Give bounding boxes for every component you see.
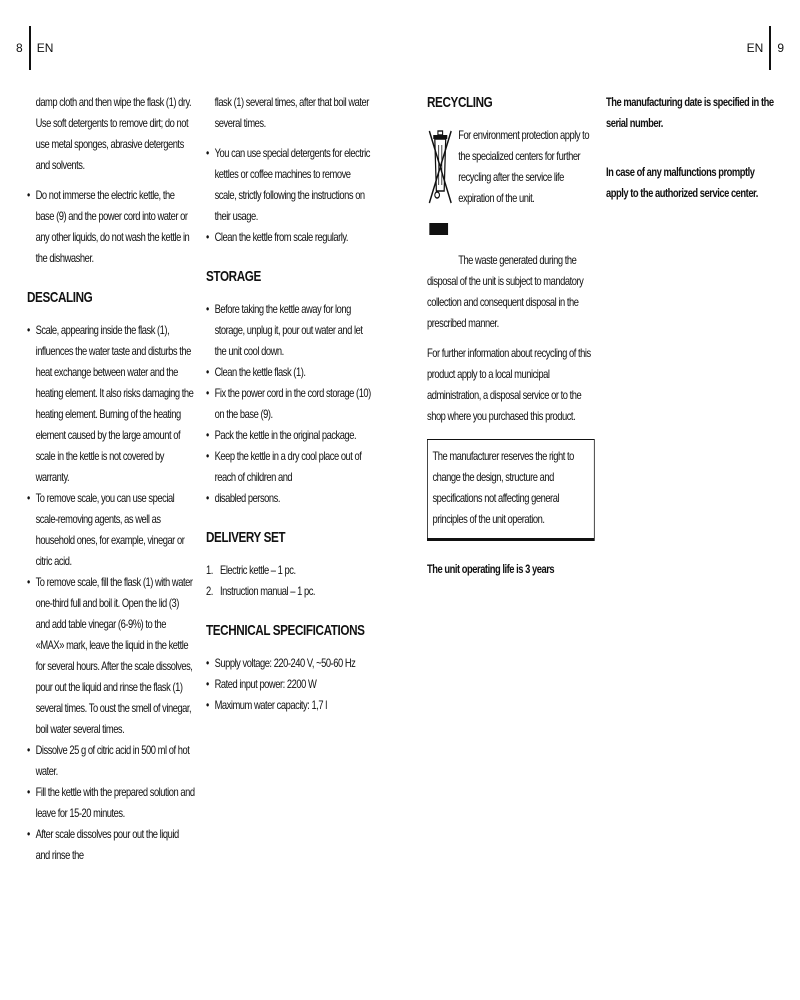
list-item (206, 560, 374, 581)
operating-life-note: The unit operating life is 3 years (427, 562, 555, 576)
section-heading-storage: STORAGE (206, 268, 261, 285)
list-item: • To remove scale, fill the flask (1) with water one-third full and boil it. Open the lid (3) and add table vinegar (6-9%) to the «MAX» mark, leave the liquid in the kettle for several hours. After the scale dissolves, pour out the liquid and rinse the flask (1) several times. To oust the smell of vinegar, boil water several times. (27, 572, 195, 740)
list-item: • disabled persons. (206, 488, 374, 509)
list-item: • Rated input power: 2200 W (206, 674, 374, 695)
column-2 (206, 92, 374, 716)
list-item: • Scale, appearing inside the flask (1), influences the water taste and disturbs the heat exchange between water and the heating element. It also risks damaging the heating element. Burning of the heating element caused by the large amount of scale in the kettle is not covered by warranty. (27, 320, 195, 488)
list-item: • Dissolve 25 g of citric acid in 500 ml of hot water. (27, 740, 195, 782)
bullet-list (206, 143, 374, 248)
column-1 (27, 92, 195, 866)
list-item: • Pack the kettle in the original package. (206, 425, 374, 446)
list-item: • Clean the kettle from scale regularly. (206, 227, 374, 248)
list-item (206, 581, 374, 602)
list-item: • Fix the power cord in the cord storage (10) on the base (9). (206, 383, 374, 425)
paragraph: damp cloth and then wipe the flask (1) dry. Use soft detergents to remove dirt; do not use metal sponges, abrasive detergents and solvents. (35, 95, 192, 172)
column-3 (427, 92, 595, 589)
descaling-list (27, 320, 195, 866)
list-item: • Clean the kettle flask (1). (206, 362, 374, 383)
item-text: Electric kettle – 1 pc. (220, 563, 296, 577)
page-number: 8 (16, 41, 23, 55)
section-heading-recycling: RECYCLING (427, 94, 493, 111)
language-label: EN (36, 41, 54, 55)
manufacturing-date-note: The manufacturing date is specified in the serial number. (606, 95, 774, 130)
paragraph: For further information about recycling of this product apply to a local municipal administration, a disposal service or to the shop where you purchased this product. (427, 346, 591, 423)
section-heading-delivery-set: DELIVERY SET (206, 529, 286, 546)
item-number: 1. (206, 563, 213, 577)
column-4 (606, 92, 774, 213)
page-number: 9 (777, 41, 784, 55)
recycling-text (458, 125, 595, 250)
bullet-list (27, 185, 195, 269)
list-item: • To remove scale, you can use special scale-removing agents, as well as household ones, for example, vinegar or citric acid. (27, 488, 195, 572)
divider (29, 26, 31, 70)
list-item: • After scale dissolves pour out the liquid and rinse the (27, 824, 195, 866)
right-page-header (747, 26, 784, 70)
section-heading-descaling: DESCALING (27, 289, 93, 306)
notice-text: The manufacturer reserves the right to change the design, structure and specifications not affecting general principles of the unit operation. (432, 449, 574, 526)
crossed-out-wheelie-bin-icon (427, 125, 454, 250)
paragraph: The waste generated during the disposal of the unit is subject to mandatory collection and consequent disposal in the prescribed manner. (427, 253, 584, 330)
storage-list (206, 299, 374, 509)
divider (769, 26, 771, 70)
paragraph: For environment protection apply to the specialized centers for further recycling after the service life expiration of the unit. (458, 128, 590, 205)
language-label: EN (746, 41, 764, 55)
section-heading-technical-specifications: TECHNICAL SPECIFICATIONS (206, 622, 365, 639)
paragraph: flask (1) several times, after that boil water several times. (214, 95, 369, 130)
item-number: 2. (206, 584, 213, 598)
item-text: Instruction manual – 1 pc. (220, 584, 316, 598)
list-item: • Keep the kettle in a dry cool place out of reach of children and (206, 446, 374, 488)
malfunction-note: In case of any malfunctions promptly apply to the authorized service center. (606, 165, 758, 200)
tech-spec-list (206, 653, 374, 716)
list-item: • You can use special detergents for electric kettles or coffee machines to remove scale, strictly following the instructions on their usage. (206, 143, 374, 227)
list-item: • Do not immerse the electric kettle, the base (9) and the power cord into water or any other liquids, do not wash the kettle in the dishwasher. (27, 185, 195, 269)
recycling-block (427, 125, 595, 250)
list-item: • Fill the kettle with the prepared solution and leave for 15-20 minutes. (27, 782, 195, 824)
left-page-header (16, 26, 53, 70)
delivery-list (206, 560, 374, 602)
list-item: • Maximum water capacity: 1,7 l (206, 695, 374, 716)
list-item: • Before taking the kettle away for long storage, unplug it, pour out water and let the unit cool down. (206, 299, 374, 362)
manufacturer-notice-box (427, 439, 595, 541)
list-item: • Supply voltage: 220-240 V, ~50-60 Hz (206, 653, 374, 674)
